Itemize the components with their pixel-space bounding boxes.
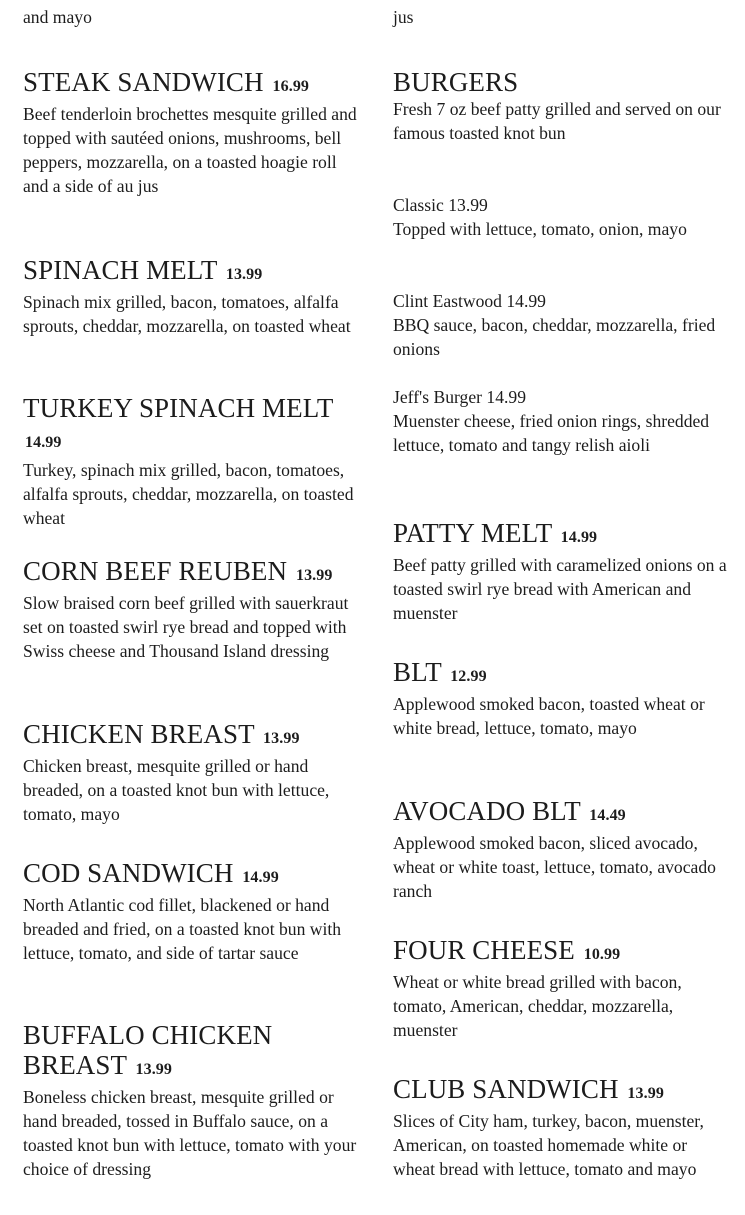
burger-option-clint-eastwood [393,289,733,361]
burger-option-description: Topped with lettuce, tomato, onion, mayo [393,219,687,239]
menu-item-name: BUFFALO CHICKEN BREAST [23,1020,273,1080]
menu-item-price: 13.99 [263,730,300,747]
menu-item-title [393,935,733,970]
menu-item-description: Turkey, spinach mix grilled, bacon, tomatoes, alfalfa sprouts, cheddar, mozzarella, on toasted wheat [23,460,354,528]
menu-item-club-sandwich [393,1074,733,1181]
menu-item-title [23,1020,323,1085]
menu-item-title [23,67,363,102]
burger-option-description: BBQ sauce, bacon, cheddar, mozzarella, fried onions [393,315,716,359]
menu-item-description: Wheat or white bread grilled with bacon, tomato, American, cheddar, mozzarella, muenster [393,972,682,1040]
menu-item-price: 16.99 [272,78,310,95]
menu-item-description: Chicken breast, mesquite grilled or hand breaded, on a toasted knot bun with lettuce, tomato, mayo [23,756,330,824]
menu-item-title [393,518,733,553]
burger-option-name: Jeff's Burger 14.99 [393,387,526,407]
menu-item-name: BURGERS [393,67,519,97]
menu-item-title [393,1074,733,1109]
right-top-fragment-text: jus [393,7,414,27]
menu-item-title [23,255,363,290]
menu-item-name: FOUR CHEESE [393,935,575,965]
burger-option-jeffs-burger [393,385,733,457]
menu-item-price: 12.99 [450,668,487,685]
menu-item-blt [393,657,733,740]
menu-item-price: 13.99 [295,567,333,584]
menu-item-description: Boneless chicken breast, mesquite grilled or hand breaded, tossed in Buffalo sauce, on a toasted knot bun with lettuce, tomato with your choice of dressing [23,1087,357,1179]
right-top-fragment [393,5,733,29]
menu-item-description: Beef patty grilled with caramelized onions on a toasted swirl rye bread with American and muenster [393,555,727,623]
menu-item-description: North Atlantic cod fillet, blackened or hand breaded and fried, on a toasted knot bun with lettuce, tomato, and side of tartar sauce [23,895,342,963]
burger-option-name: Classic 13.99 [393,195,488,215]
menu-item-description: Slow braised corn beef grilled with sauerkraut set on toasted swirl rye bread and topped with Swiss cheese and Thousand Island dressing [23,593,349,661]
menu-item-title [23,719,363,754]
menu-item-name: SPINACH MELT [23,255,217,285]
menu-item-cod-sandwich [23,858,363,965]
menu-item-price: 13.99 [627,1085,664,1102]
burger-option-description: Muenster cheese, fried onion rings, shredded lettuce, tomato and tangy relish aioli [393,411,710,455]
menu-item-buffalo-chicken-breast [23,1020,363,1181]
menu-item-description: Applewood smoked bacon, sliced avocado, wheat or white toast, lettuce, tomato, avocado ranch [393,833,716,901]
menu-item-title [393,796,733,831]
menu-item-steak-sandwich [23,67,363,198]
menu-item-name: AVOCADO BLT [393,796,581,826]
burger-option-name: Clint Eastwood 14.99 [393,291,546,311]
menu-item-name: TURKEY SPINACH MELT [23,393,333,423]
menu-item-title [23,393,363,458]
menu-item-price: 13.99 [135,1061,172,1078]
menu-item-corn-beef-reuben [23,556,363,663]
left-top-fragment [23,5,363,29]
menu-item-patty-melt [393,518,733,625]
menu-item-price: 10.99 [583,946,621,963]
menu-item-description: Slices of City ham, turkey, bacon, muenster, American, on toasted homemade white or wheat bread with lettuce, tomato and mayo [393,1111,704,1179]
menu-item-chicken-breast [23,719,363,826]
menu-item-turkey-spinach-melt [23,393,363,530]
menu-item-title [393,657,733,692]
menu-item-name: COD SANDWICH [23,858,234,888]
menu-item-price: 13.99 [225,266,263,283]
menu-item-name: BLT [393,657,442,687]
menu-item-description: Spinach mix grilled, bacon, tomatoes, alfalfa sprouts, cheddar, mozzarella, on toasted wheat [23,292,351,336]
menu-item-name: CORN BEEF REUBEN [23,556,288,586]
menu-item-name: CLUB SANDWICH [393,1074,619,1104]
left-top-fragment-text: and mayo [23,7,92,27]
menu-item-title [23,858,363,893]
menu-item-spinach-melt [23,255,363,338]
menu-item-price: 14.99 [560,529,598,546]
menu-item-four-cheese [393,935,733,1042]
menu-item-price: 14.49 [589,807,626,824]
menu-item-price: 14.99 [242,869,279,886]
menu-item-description: Beef tenderloin brochettes mesquite grilled and topped with sautéed onions, mushrooms, bell peppers, mozzarella, on a toasted hoagie roll and a side of au jus [23,104,357,196]
menu-item-name: PATTY MELT [393,518,552,548]
menu-item-title [23,556,363,591]
menu-item-name: STEAK SANDWICH [23,67,264,97]
menu-item-description: Fresh 7 oz beef patty grilled and served on our famous toasted knot bun [393,99,721,143]
burger-option-classic [393,193,733,241]
menu-item-description: Applewood smoked bacon, toasted wheat or white bread, lettuce, tomato, mayo [393,694,705,738]
menu-item-price: 14.99 [25,434,62,451]
menu-item-avocado-blt [393,796,733,903]
menu-item-name: CHICKEN BREAST [23,719,255,749]
menu-section-burgers [393,67,733,145]
